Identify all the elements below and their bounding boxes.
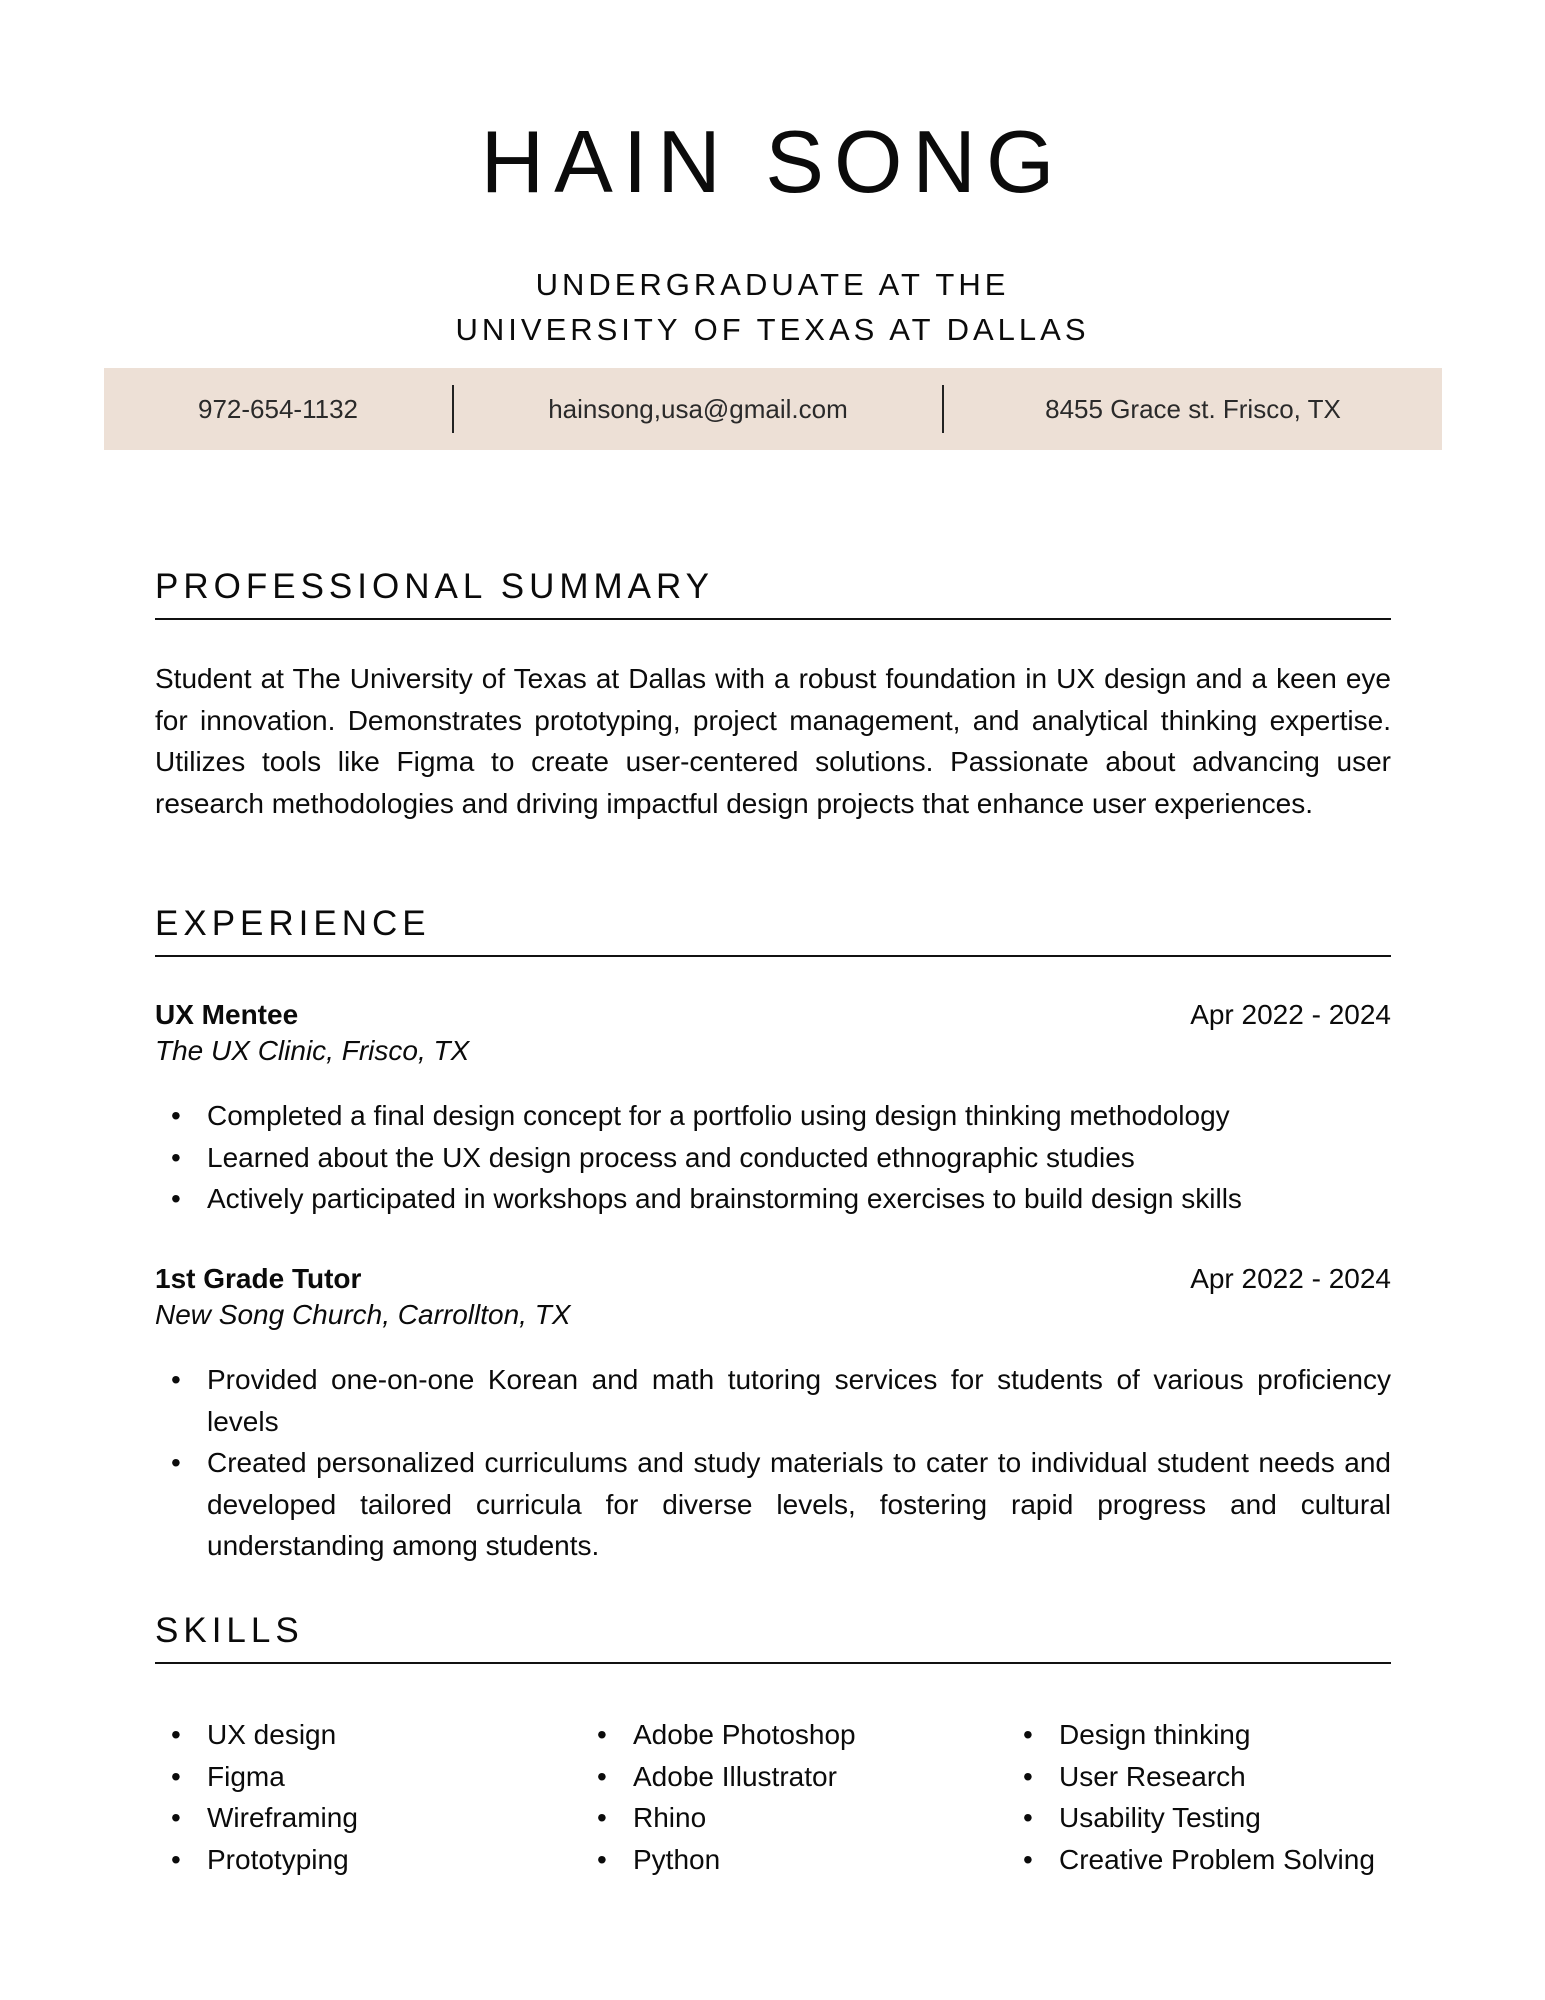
candidate-subtitle [0,262,1545,352]
skill-item: • Wireframing [155,1797,581,1839]
job-dates: Apr 2022 - 2024 [1190,1263,1391,1294]
job-organization: The UX Clinic, Frisco, TX [155,1035,470,1066]
skill-item: • Adobe Illustrator [581,1756,1007,1798]
skill-item: • Adobe Photoshop [581,1714,1007,1756]
skills-list [155,1714,1445,1880]
skill-item: • Rhino [581,1797,1007,1839]
job-title: 1st Grade Tutor [155,1263,362,1294]
skills-column [581,1714,1007,1880]
list-item: • Provided one-on-one Korean and math tutoring services for students of various proficiency levels [155,1359,1391,1442]
contact-address: 8455 Grace st. Frisco, TX [1045,393,1341,424]
skill-item: • Creative Problem Solving [1007,1839,1437,1881]
list-item: • Completed a final design concept for a portfolio using design thinking methodology [155,1095,1391,1137]
job-bullets [155,1359,1391,1567]
job-header [155,999,1391,1031]
skills-column [155,1714,581,1880]
contact-email: hainsong,usa@gmail.com [548,393,848,424]
job-organization: New Song Church, Carrollton, TX [155,1299,571,1330]
job-dates: Apr 2022 - 2024 [1190,999,1391,1030]
skill-item: • Usability Testing [1007,1797,1437,1839]
list-item: • Actively participated in workshops and brainstorming exercises to build design skills [155,1178,1391,1220]
section-title-summary: PROFESSIONAL SUMMARY [155,569,1391,620]
summary-text: Student at The University of Texas at Dallas with a robust foundation in UX design and a keen eye for innovation. Demonstrates prototyping, project management, and analytical thinking expertise. Utilizes tools like Figma to create user-centered solutions. Passionate about advancing user research methodologies and driving impactful design projects that enhance user experiences. [155,663,1391,819]
skill-item: • Python [581,1839,1007,1881]
job-header [155,1263,1391,1295]
skill-item: • Prototyping [155,1839,581,1881]
list-item: • Learned about the UX design process and conducted ethnographic studies [155,1137,1391,1179]
subtitle-line-2: UNIVERSITY OF TEXAS AT DALLAS [455,312,1090,347]
skill-item: • Design thinking [1007,1714,1437,1756]
section-title-experience: EXPERIENCE [155,906,1391,957]
contact-phone: 972-654-1132 [198,393,358,424]
experience-item [155,999,1391,1220]
candidate-name: HAIN SONG [480,112,1065,211]
experience-item [155,1263,1391,1567]
skill-item: • UX design [155,1714,581,1756]
skill-item: • User Research [1007,1756,1437,1798]
list-item: • Created personalized curriculums and study materials to cater to individual student needs and developed tailored curricula for diverse levels, fostering rapid progress and cultural understanding among students. [155,1442,1391,1567]
job-title: UX Mentee [155,999,299,1030]
skills-column [1007,1714,1437,1880]
skill-item: • Figma [155,1756,581,1798]
contact-band [104,368,1442,450]
subtitle-line-1: UNDERGRADUATE AT THE [535,267,1010,302]
job-bullets [155,1095,1391,1220]
section-title-skills: SKILLS [155,1613,1391,1664]
